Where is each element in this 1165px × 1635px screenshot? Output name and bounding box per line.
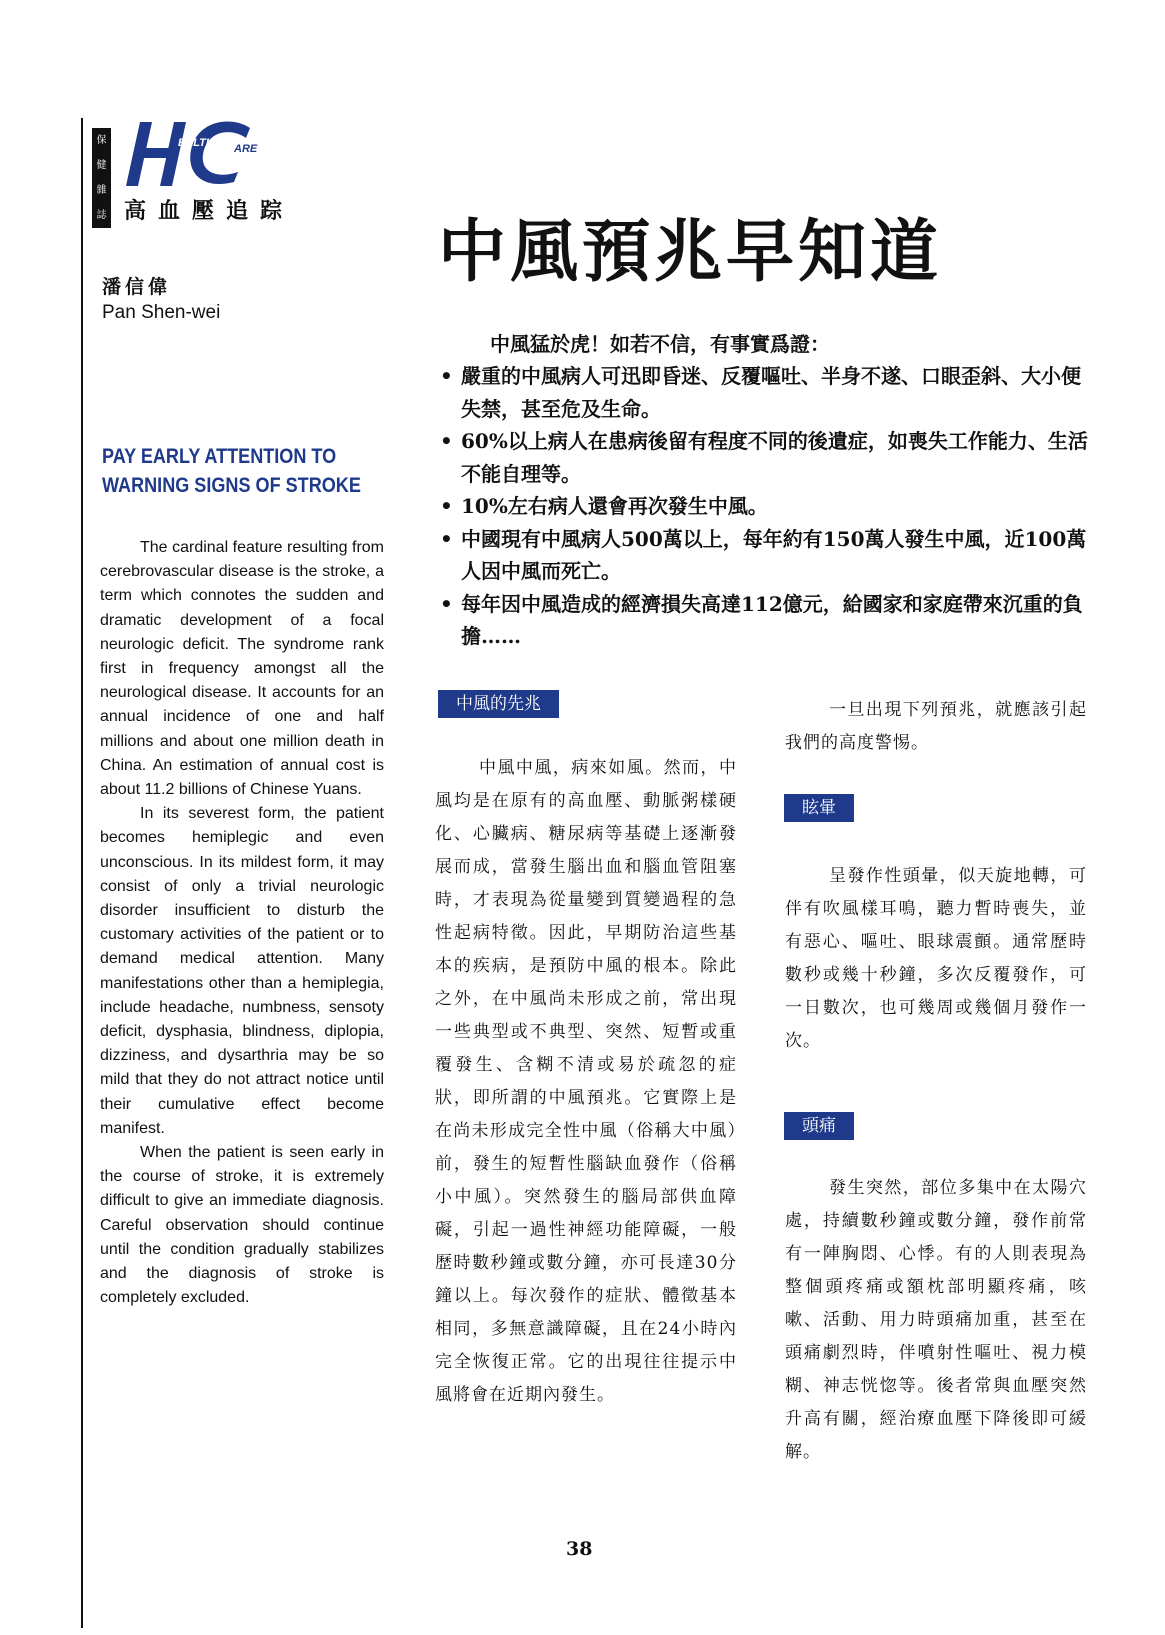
english-paragraph: The cardinal feature resulting from cerebrovascular disease is the stroke, a term which connotes the sudden and dramatic development of a focal neurologic deficit. The syndrome rank first in frequency amongst all the neurological disease. It accounts for an annual incidence of one and half millions and about one million death in China. An estimation of annual cost is about 11.2 billions of Chinese Yuans. <box>100 539 384 799</box>
vertical-tag-char: 誌 <box>96 210 107 221</box>
body-paragraph: 呈發作性頭暈，似天旋地轉，可伴有吹風樣耳鳴，聽力暫時喪失，並有惡心、嘔吐、眼球震顫。通常歷時數秒或幾十秒鐘，多次反覆發作，可一日數次，也可幾周或幾個月發作一次。 <box>785 866 1087 1051</box>
vertical-tag-char: 健 <box>96 160 107 171</box>
section-warning-signs-body <box>435 752 737 1412</box>
column-section-name: 高血壓追踪 <box>124 199 295 224</box>
vertical-tag-char: 雜 <box>96 185 107 196</box>
section-headache-body <box>785 1172 1087 1469</box>
intro-bullet: • 每年因中風造成的經濟損失高達112億元，給國家和家庭帶來沉重的負擔…… <box>440 588 1092 653</box>
intro-lead: 中風猛於虎！如若不信，有事實爲證： <box>490 332 830 356</box>
article-title: 中風預兆早知道 <box>438 212 943 292</box>
section-label-dizziness: 眩暈 <box>784 794 854 822</box>
left-margin-rule <box>81 118 83 1628</box>
magazine-vertical-tag <box>92 128 111 228</box>
english-title: PAY EARLY ATTENTION TO WARNING SIGNS OF STROKE <box>102 445 361 497</box>
intro-bullet: • 60%以上病人在患病後留有程度不同的後遺症，如喪失工作能力、生活不能自理等。 <box>440 425 1092 490</box>
english-abstract <box>100 536 384 1311</box>
vertical-tag-char: 保 <box>96 135 107 146</box>
english-paragraph: In its severest form, the patient becomes hemiplegic and even unconscious. In its mildest form, it may consist of only a trivial neurologic disorder insufficient to disturb the customary activities of the patient or to demand medical attention. Many manifestations other than a hemiplegia, include headache, numbness, sensoty deficit, dysphasia, blindness, diplopia, dizziness, and dysarthria may be so mild that they do not attract notice until their cumulative effect become manifest. <box>100 805 384 1137</box>
intro-bullet-list <box>440 360 1092 653</box>
page-number: 38 <box>566 1538 593 1560</box>
section-label-warning-signs: 中風的先兆 <box>438 690 559 718</box>
section-label-headache: 頭痛 <box>784 1112 854 1140</box>
body-paragraph: 中風中風，病來如風。然而，中風均是在原有的高血壓、動脈粥樣硬化、心臟病、糖尿病等基礎上逐漸發展而成，當發生腦出血和腦血管阻塞時，才表現為從量變到質變過程的急性起病特徵。因此，早期防治這些基本的疾病，是預防中風的根本。除此之外，在中風尚未形成之前，常出現一些典型或不典型、突然、短暫或重覆發生、含糊不清或易於疏忽的症狀，即所謂的中風預兆。它實際上是在尚未形成完全性中風（俗稱大中風）前，發生的短暫性腦缺血發作（俗稱小中風）。突然發生的腦局部供血障礙，引起一過性神經功能障礙，一般歷時數秒鐘或數分鐘，亦可長達30分鐘以上。每次發作的症狀、體徵基本相同，多無意識障礙，且在24小時內完全恢復正常。它的出現往往提示中風將會在近期內發生。 <box>435 758 737 1405</box>
healthcare-logo <box>122 118 272 190</box>
intro-bullet: • 中國現有中風病人500萬以上，每年約有150萬人發生中風，近100萬人因中風而死亡。 <box>440 523 1092 588</box>
author-name-chinese: 潘信偉 <box>102 276 172 298</box>
svg-text:EALTH: EALTH <box>178 137 214 149</box>
author-name-english: Pan Shen-wei <box>102 302 221 323</box>
english-paragraph: When the patient is seen early in the course of stroke, it is extremely difficult to give an immediate diagnosis. Careful observation should continue until the condition gradually stabilizes and the diagnosis of stroke is completely excluded. <box>100 1144 384 1307</box>
body-paragraph: 一旦出現下列預兆，就應該引起我們的高度警惕。 <box>785 700 1087 753</box>
section-dizziness-body <box>785 860 1087 1058</box>
right-column-lead <box>785 694 1087 760</box>
body-paragraph: 發生突然，部位多集中在太陽穴處，持續數秒鐘或數分鐘，發作前常有一陣胸悶、心悸。有的人則表現為整個頭疼痛或額枕部明顯疼痛，咳嗽、活動、用力時頭痛加重，甚至在頭痛劇烈時，伴噴射性嘔吐、視力模糊、神志恍惚等。後者常與血壓突然升高有關，經治療血壓下降後即可緩解。 <box>785 1178 1087 1462</box>
svg-text:ARE: ARE <box>234 143 258 155</box>
intro-bullet: • 嚴重的中風病人可迅即昏迷、反覆嘔吐、半身不遂、口眼歪斜、大小便失禁，甚至危及生命。 <box>440 360 1092 425</box>
intro-bullet: • 10%左右病人還會再次發生中風。 <box>440 490 1092 523</box>
